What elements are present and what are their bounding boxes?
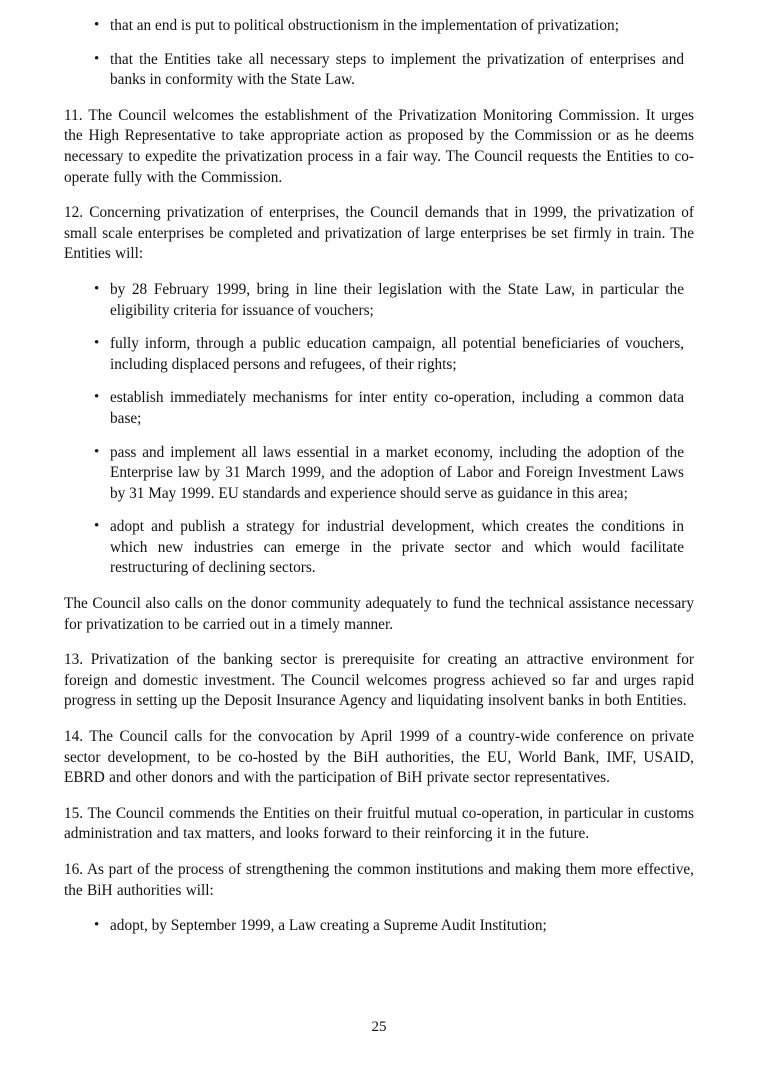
list-item: • by 28 February 1999, bring in line their legislation with the State Law, in particular the eligibility criteria for issuance of vouchers; — [64, 280, 694, 321]
paragraph-12: 12. Concerning privatization of enterprises, the Council demands that in 1999, the privatization of small scale enterprises be completed and privatization of large enterprises be set firmly in train. The Entities will: — [64, 204, 694, 263]
paragraph-donor-community: The Council also calls on the donor community adequately to fund the technical assistance necessary for privatization to be carried out in a timely manner. — [64, 595, 694, 633]
bullet-list — [64, 916, 694, 937]
page-content — [64, 16, 694, 937]
list-item: • fully inform, through a public education campaign, all potential beneficiaries of vouchers, including displaced persons and refugees, of their rights; — [64, 334, 694, 375]
list-item: • that an end is put to political obstructionism in the implementation of privatization; — [64, 16, 694, 37]
list-item: • adopt and publish a strategy for industrial development, which creates the conditions in which new industries can emerge in the private sector and which would facilitate restructuring of declining sectors. — [64, 517, 694, 579]
paragraph-11: 11. The Council welcomes the establishment of the Privatization Monitoring Commission. It urges the High Representative to take appropriate action as proposed by the Commission or as he deems necessary to expedite the privatization process in a fair way. The Council requests the Entities to co-operate fully with the Commission. — [64, 106, 694, 186]
bullet-list — [64, 280, 694, 579]
list-item: • pass and implement all laws essential in a market economy, including the adoption of the Enterprise law by 31 March 1999, and the adoption of Labor and Foreign Investment Laws by 31 May 1999. EU standards and experience should serve as guidance in this area; — [64, 443, 694, 505]
paragraph-15: 15. The Council commends the Entities on their fruitful mutual co-operation, in particular in customs administration and tax matters, and looks forward to their reinforcing it in the future. — [64, 804, 694, 843]
list-item: • that the Entities take all necessary steps to implement the privatization of enterprises and banks in conformity with the State Law. — [64, 50, 694, 91]
paragraph-16: 16. As part of the process of strengthening the common institutions and making them more effective, the BiH authorities will: — [64, 861, 694, 899]
list-item: • establish immediately mechanisms for inter entity co-operation, including a common data base; — [64, 388, 694, 429]
paragraph-13: 13. Privatization of the banking sector is prerequisite for creating an attractive environment for foreign and domestic investment. The Council welcomes progress achieved so far and urges rapid progress in setting up the Deposit Insurance Agency and liquidating insolvent banks in both Entities. — [64, 651, 694, 710]
bullet-list — [64, 16, 694, 91]
paragraph-14: 14. The Council calls for the convocation by April 1999 of a country-wide conference on private sector development, to be co-hosted by the BiH authorities, the EU, World Bank, IMF, USAID, EBRD and other donors and with the participation of BiH private sector representatives. — [64, 728, 694, 787]
page-number: 25 — [371, 1019, 387, 1035]
list-item: • adopt, by September 1999, a Law creating a Supreme Audit Institution; — [64, 916, 694, 937]
